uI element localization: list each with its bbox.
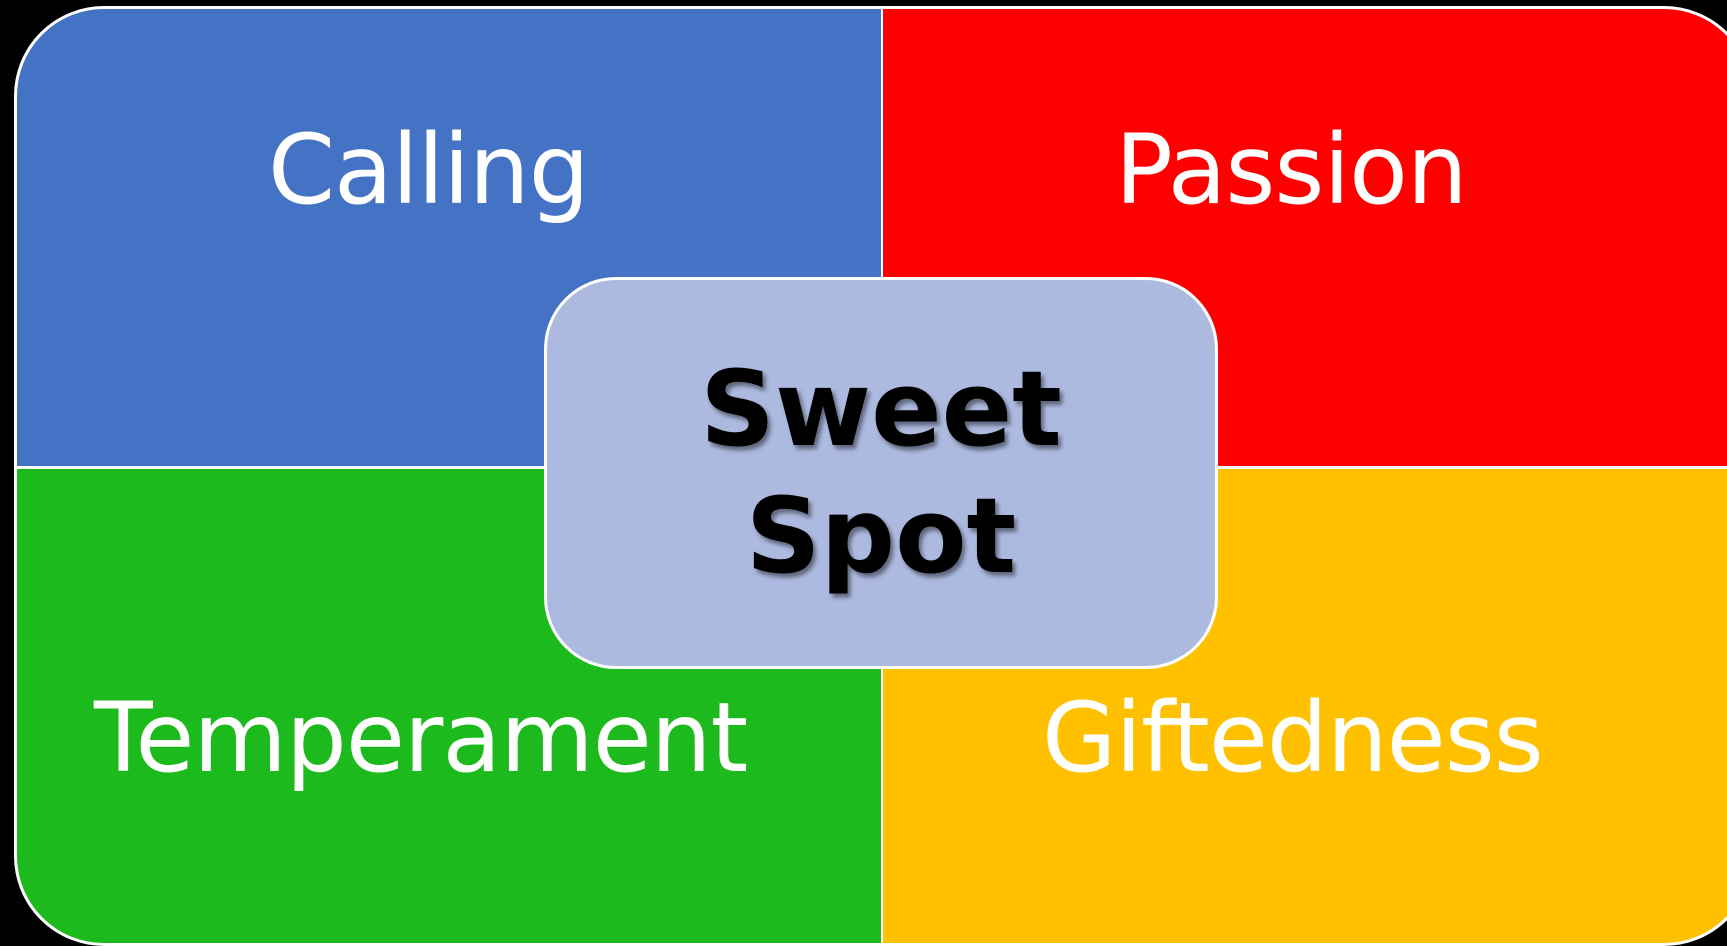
sweet-spot-line-1: Sweet xyxy=(700,348,1062,471)
temperament-label: Temperament xyxy=(94,682,748,794)
calling-label: Calling xyxy=(268,114,589,226)
passion-label: Passion xyxy=(1115,114,1467,226)
sweet-spot-box xyxy=(544,277,1218,669)
giftedness-label: Giftedness xyxy=(1042,682,1543,794)
sweet-spot-line-2: Spot xyxy=(745,475,1017,597)
